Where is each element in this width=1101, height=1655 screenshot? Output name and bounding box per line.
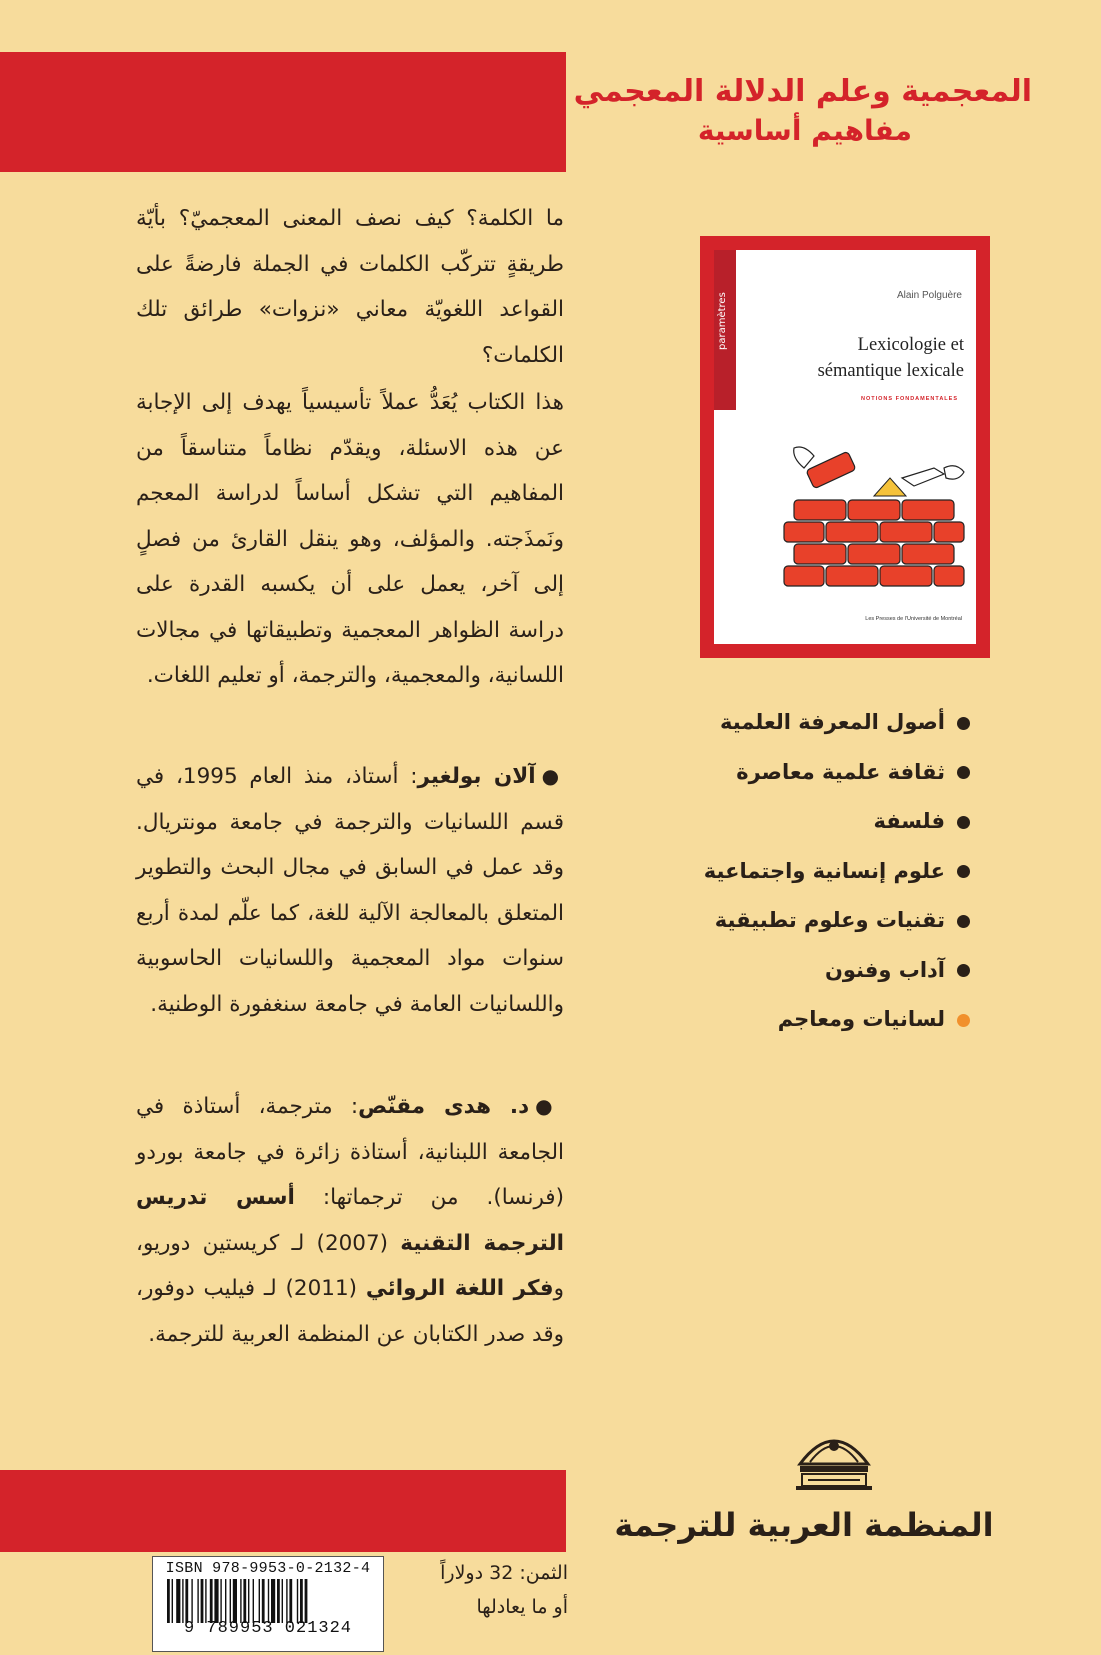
translator-bio-text-2: (2007) لـ كريستين دوريو، و <box>136 1230 564 1301</box>
series-item: علوم إنسانية واجتماعية <box>640 847 970 897</box>
cover-subtitle: NOTIONS FONDAMENTALES <box>861 396 958 402</box>
translated-book-1: أسس تدريس الترجمة التقنية <box>136 1185 565 1256</box>
series-item: فلسفة <box>640 797 970 847</box>
cover-title-line1: Lexicologie et <box>857 335 964 355</box>
author-bio <box>136 754 564 1027</box>
book-title: المعجمية وعلم الدلالة المعجمي <box>573 74 1032 109</box>
translator-name: د. هدى مقنّص <box>358 1094 530 1119</box>
bullet-icon-active <box>957 1014 970 1027</box>
translator-bio <box>136 1084 564 1357</box>
original-book-cover <box>700 236 990 658</box>
bullet-icon <box>957 717 970 730</box>
series-item-active: لسانيات ومعاجم <box>640 995 970 1045</box>
price-block <box>408 1556 568 1624</box>
book-subtitle: مفاهيم أساسية <box>697 114 912 147</box>
bullet-icon <box>957 915 970 928</box>
series-spine <box>714 250 736 410</box>
book-title-block <box>570 72 1032 150</box>
bullet-icon <box>957 816 970 829</box>
bullet-icon: ● <box>535 1094 564 1118</box>
series-item: ثقافة علمية معاصرة <box>640 748 970 798</box>
cover-title <box>754 332 964 384</box>
bullet-icon: ● <box>541 764 564 788</box>
top-red-band <box>0 52 566 172</box>
isbn-number: ISBN 978-9953-0-2132-4 <box>165 1560 371 1577</box>
cover-title-line2: sémantique lexicale <box>817 361 964 381</box>
series-item: أصول المعرفة العلمية <box>640 698 970 748</box>
translated-book-2: فكر اللغة الروائي <box>365 1276 554 1301</box>
bullet-icon <box>957 865 970 878</box>
translator-bio-text-3: (2011) لـ فيليب دوفور، وقد صدر الكتابان عن المنظمة العربية للترجمة. <box>136 1276 564 1347</box>
price-line: الثمن: 32 دولاراً <box>440 1562 568 1584</box>
description-paragraph-2: هذا الكتاب يُعَدُّ عملاً تأسيسياً يهدف إلى الإجابة عن هذه الاسئلة، ويقدّم نظاماً متناسقاً من المفاهيم التي تشكل أساساً لدراسة المعجم ونَمذَجته. والمؤلف، وهو ينقل القارئ من فصلٍ إلى آخر، يعمل على أن يكسبه القدرة على دراسة الظواهر المعجمية وتطبيقاتها في مجالات اللسانية، والمعجمية، والترجمة، أو تعليم اللغات. <box>136 390 564 688</box>
series-list <box>640 698 970 1045</box>
author-name: آلان بولغير <box>417 764 536 789</box>
book-cover-page <box>714 250 976 644</box>
author-bio-text: : أستاذ، منذ العام 1995، في قسم اللسانيات والترجمة في جامعة مونتريال. وقد عمل في السابق في مجال البحث والتطوير المتعلق بالمعالجة الآلية للغة، كما علّم لمدة أربع سنوات مواد المعجمية واللسانيات الحاسوبية واللسانيات العامة في جامعة سنغفورة الوطنية. <box>136 764 564 1017</box>
translator-bio-text-1: : مترجمة، أستاذة في الجامعة اللبنانية، أستاذة زائرة في جامعة بوردو (فرنسا). من ترجماتها: <box>136 1094 564 1210</box>
bullet-icon <box>957 766 970 779</box>
bullet-icon <box>957 964 970 977</box>
bottom-red-band <box>0 1470 566 1552</box>
brick-wall-illustration <box>774 438 974 588</box>
barcode-bars <box>165 1579 371 1623</box>
series-item: تقنيات وعلوم تطبيقية <box>640 896 970 946</box>
cover-publisher: Les Presses de l'Université de Montréal <box>865 616 962 622</box>
barcode-digits: 9 789953 021324 <box>183 1619 353 1638</box>
cover-author: Alain Polguère <box>896 290 962 301</box>
series-name: paramètres <box>717 292 728 350</box>
publisher-name: المنظمة العربية للترجمة <box>614 1506 994 1544</box>
price-note: أو ما يعادلها <box>476 1596 568 1618</box>
series-item: آداب وفنون <box>640 946 970 996</box>
description-paragraph-1: ما الكلمة؟ كيف نصف المعنى المعجميّ؟ بأيّة طريقةٍ تتركّب الكلمات في الجملة فارضةً على القواعد اللغويّة معاني «نزوات» طرائق تلك الكلمات؟ <box>136 206 564 368</box>
isbn-barcode <box>152 1556 384 1652</box>
library-arch-logo <box>792 1424 876 1492</box>
